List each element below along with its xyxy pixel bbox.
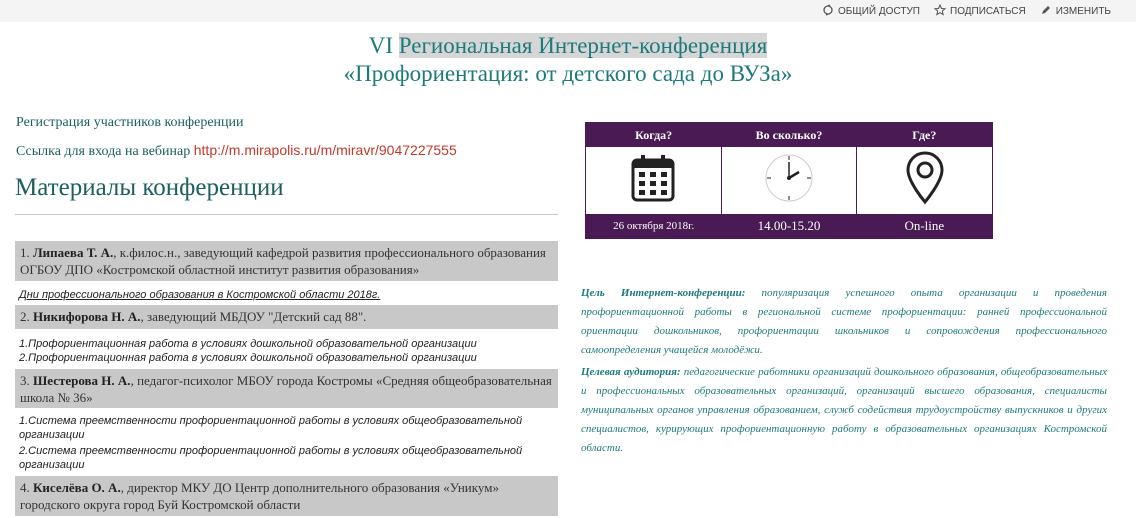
title-prefix: VI <box>368 33 399 58</box>
audience-label: Целевая аудитория: <box>581 366 681 378</box>
schedule-icons <box>586 147 992 214</box>
share-label: ОБЩИЙ ДОСТУП <box>838 6 920 17</box>
divider <box>15 214 558 215</box>
page-title <box>0 33 1136 59</box>
speaker-3 <box>15 369 558 408</box>
schedule-table <box>585 122 993 239</box>
speaker-desc: , к.филос.н., заведующий кафедрой развития профессионального образования ОГБОУ ДПО «Костромской областной институт развития образования» <box>20 245 546 277</box>
registration-link[interactable]: Регистрация участников конференции <box>16 115 244 130</box>
speaker-num: 2. <box>20 309 33 324</box>
share-icon <box>822 4 834 19</box>
location-cell <box>857 147 992 214</box>
value-date: 26 октября 2018г. <box>613 220 695 232</box>
calendar-cell <box>586 147 722 214</box>
speaker-desc: , директор МКУ ДО Центр дополнительного образования «Уникум» городского округа город Буй Костромской области <box>20 480 499 512</box>
speaker-name: Никифорова Н. А. <box>33 309 141 324</box>
materials-heading: Материалы конференции <box>15 174 284 201</box>
title-main: Региональная Интернет-конференция <box>398 33 768 58</box>
share-button[interactable] <box>822 4 920 19</box>
calendar-icon <box>631 154 675 207</box>
goal-label: Цель Интернет-конференции: <box>581 287 746 299</box>
speaker-num: 1. <box>20 245 33 260</box>
goal-text: популяризация успешного опыта организации и проведения профориентационной работы в региональной системе профориентации: ранней профессиональной ориентации дошкольников, профориентации школьников и сопровождения профессионального самоопределения учащейся молодёжи. <box>581 287 1108 356</box>
clock-cell <box>722 147 858 214</box>
speaker-3-doc-2[interactable]: 2.Система преемственности профориентационной работы в условиях общеобразовательной организации <box>19 445 523 471</box>
subscribe-label: ПОДПИСАТЬСЯ <box>950 6 1026 17</box>
location-pin-icon <box>906 151 944 210</box>
speaker-2-doc-1[interactable]: 1.Профориентационная работа в условиях дошкольной образовательной организации <box>19 338 477 350</box>
speaker-name: Шестерова Н. А. <box>33 373 131 388</box>
audience-text: педагогические работники организаций дошкольного образования, общеобразовательных и профессиональных образовательных организаций, организаций высшего образования, специалисты муниципальных органов управления образованием, служб содействия трудоустройству выпускников и других специалистов, курирующих профориентационную работу в образовательных организациях Костромской области. <box>581 366 1107 454</box>
speaker-name: Киселёва О. А. <box>33 480 121 495</box>
target-audience <box>581 363 1107 458</box>
speaker-desc: , педагог-психолог МБОУ города Костромы «Средняя общеобразовательная школа № 36» <box>20 373 552 405</box>
page-subtitle: «Профориентация: от детского сада до ВУЗа» <box>343 61 793 86</box>
speaker-num: 3. <box>20 373 33 388</box>
header-where: Где? <box>912 128 937 142</box>
edit-label: ИЗМЕНИТЬ <box>1055 6 1111 17</box>
value-time: 14.00-15.20 <box>757 218 821 233</box>
header-time: Во сколько? <box>755 128 823 142</box>
doc-link[interactable]: Дни профессионального образования в Костромской области 2018г. <box>19 289 381 301</box>
conference-goal <box>581 284 1107 360</box>
value-place: On-line <box>904 218 945 233</box>
speaker-4 <box>15 476 558 516</box>
speaker-2 <box>15 305 558 329</box>
webinar-label: Ссылка для входа на вебинар <box>16 144 194 159</box>
top-bar <box>0 0 1136 22</box>
header-when: Когда? <box>635 128 673 142</box>
speaker-1 <box>15 241 558 281</box>
webinar-line <box>16 142 457 160</box>
star-icon <box>934 4 946 19</box>
edit-button[interactable] <box>1040 4 1111 19</box>
clock-icon <box>763 152 815 209</box>
webinar-link[interactable]: http://m.mirapolis.ru/m/miravr/9047227555 <box>193 142 457 158</box>
top-actions <box>822 4 1111 19</box>
schedule-footer <box>586 214 992 238</box>
speaker-desc: , заведующий МБДОУ "Детский сад 88". <box>140 309 367 324</box>
schedule-header <box>586 123 992 147</box>
pencil-icon <box>1040 4 1052 19</box>
subscribe-button[interactable] <box>934 4 1026 19</box>
speaker-num: 4. <box>20 480 33 495</box>
speaker-3-doc-1[interactable]: 1.Система преемственности профориентационной работы в условиях общеобразовательной организации <box>19 415 523 441</box>
speaker-2-doc-2[interactable]: 2.Профориентационная работа в условиях дошкольной образовательной организации <box>19 352 477 364</box>
speaker-name: Липаева Т. А. <box>33 245 114 260</box>
speaker-1-doc-1[interactable] <box>19 288 380 302</box>
